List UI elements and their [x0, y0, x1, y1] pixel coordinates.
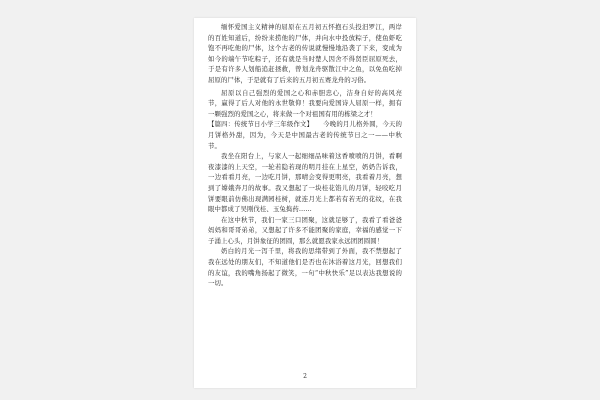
page-number: 2	[303, 373, 307, 380]
document-page	[194, 18, 416, 388]
document-body	[208, 22, 402, 289]
paragraph-balcony-moon: 我坐在阳台上，与家人一起细细品味着这香喷喷的月饼，看啊夜漆漆的上天空，一轮若隐若现的明月挂在上星空，奶奶告诉我，一边看看月亮，一边吃月饼，那晴会变得更明亮，我看着月亮，想到了嫦娥奔月的故事。我又想起了一块桂花馅儿的月饼，轻咬吃月饼要眼前仿佛出现满园桂树，就连月光上都若有若无的花纹，在我眼中都成了吴刚伐桂、玉兔捣药……	[208, 152, 402, 214]
paragraph-friends-wishes: 奶白的月光一泻千里，将我的思绪带到了外面，我不禁想起了我在远处的朋友们，不知道他们是否也在沐浴着这月光，回想我们的友谊，我的嘴角扬起了微笑，一句“中秋快乐”足以表达我想说的一切。	[208, 247, 402, 288]
paragraph-essay-heading: 【篇四：传统节日小学三年级作文】 今晚的月儿格外圆，今天的月饼格外甜，因为，今天是中国最古老的传统节日之一——中秋节。	[208, 120, 402, 150]
paragraph-patriotism: 屈原以自己强烈的爱国之心和赤胆忠心，洁身自好的高风亮节，赢得了后人对他的永世敬仰！我要向爱国诗人屈原一样，拥有一颗强烈的爱国之心，将来做一个对祖国有用的栋梁之才！	[208, 88, 402, 118]
paragraph-quyuan-legend: 缅怀爱国主义精神的屈原在五月初五怀抱石头投汨罗江，两岸的百姓知道后，纷纷来捞他的尸体，并向水中投放粽子，使鱼虾吃饱不再吃他的尸体，这个古老的传说就慢慢地沿袭了下来，变成为如今的端午节吃粽子，还有就是当时楚人因舍不得贤臣屈原死去，于是有许多人划船追赶拯救，曾划龙舟驱散江中之鱼，以免鱼吃掉屈原的尸体，于是就有了后来的五月初五赛龙舟的习俗。	[208, 23, 402, 84]
paragraph-family-reunion: 在这中秋节，我们一家三口团聚，这就足够了，我看了看爸爸妈妈和哥哥弟弟，又想起了许多不能团聚的家庭，幸福的感觉一下子涌上心头，月饼象征的团圆，那么就愿我家永远团团圆圆！	[208, 215, 402, 245]
